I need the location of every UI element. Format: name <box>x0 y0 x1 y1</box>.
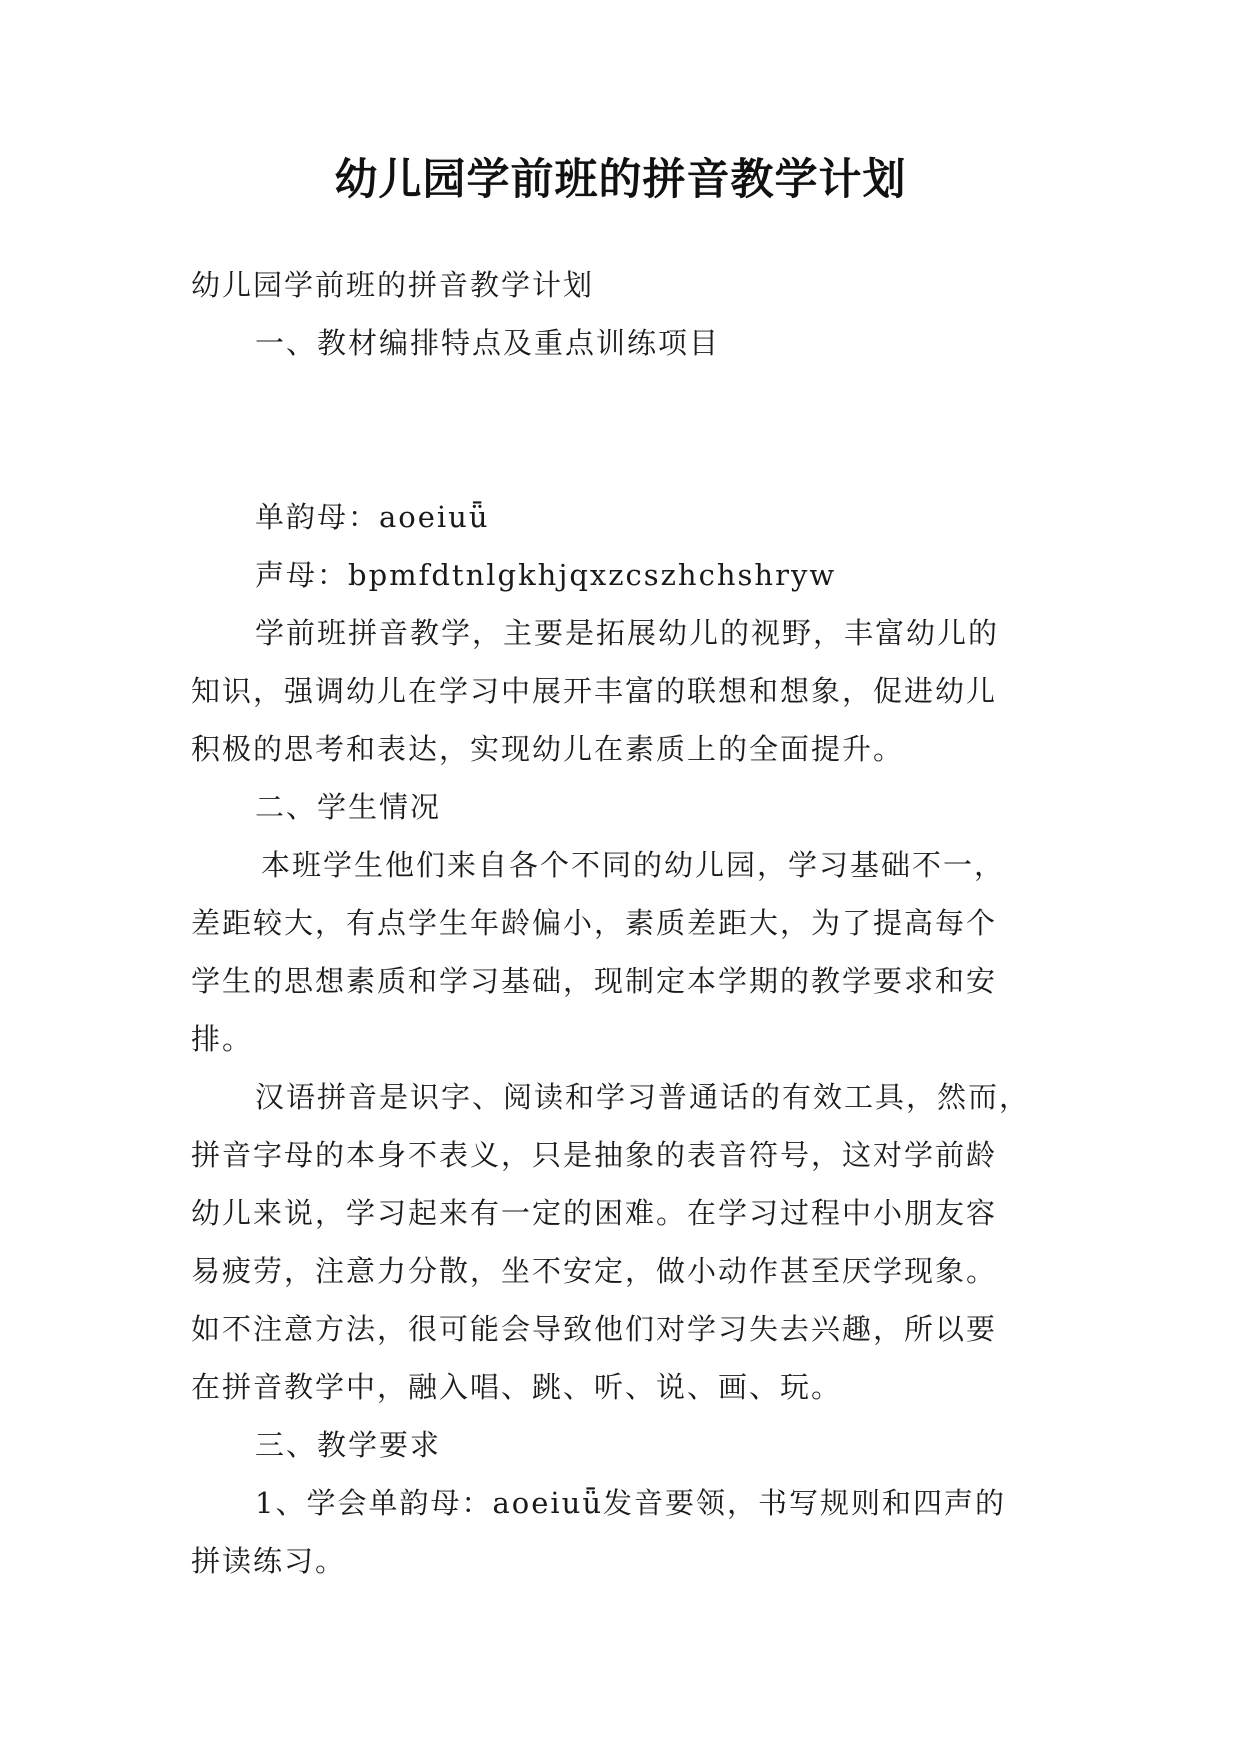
paragraph-line: 拼读练习。 <box>191 1544 347 1578</box>
paragraph-line: 单韵母：aoeiuǖ <box>255 500 490 534</box>
paragraph-line: 在拼音教学中，融入唱、跳、听、说、画、玩。 <box>191 1370 843 1404</box>
paragraph-line: 幼儿来说，学习起来有一定的困难。在学习过程中小朋友容 <box>191 1196 998 1230</box>
paragraph-line: 易疲劳，注意力分散，坐不安定，做小动作甚至厌学现象。 <box>191 1254 998 1288</box>
paragraph-line: 声母：bpmfdtnlgkhjqxzcszhchshryw <box>255 558 837 592</box>
section-heading: 三、教学要求 <box>255 1428 442 1462</box>
paragraph-line: 知识，强调幼儿在学习中展开丰富的联想和想象，促进幼儿 <box>191 674 998 708</box>
document-title: 幼儿园学前班的拼音教学计划 <box>334 155 907 205</box>
paragraph-line: 如不注意方法，很可能会导致他们对学习失去兴趣，所以要 <box>191 1312 998 1346</box>
section-heading: 一、教材编排特点及重点训练项目 <box>255 326 721 360</box>
paragraph-line: 差距较大，有点学生年龄偏小，素质差距大，为了提高每个 <box>191 906 998 940</box>
paragraph-line: 汉语拼音是识字、阅读和学习普通话的有效工具，然而， <box>255 1080 1031 1114</box>
document-body <box>191 256 1055 1590</box>
paragraph-line: 排。 <box>191 1022 254 1056</box>
paragraph-line: 学生的思想素质和学习基础，现制定本学期的教学要求和安 <box>191 964 998 998</box>
section-heading: 二、学生情况 <box>255 790 442 824</box>
blank-line <box>191 430 1055 488</box>
paragraph-line: 积极的思考和表达，实现幼儿在素质上的全面提升。 <box>191 732 905 766</box>
paragraph-line: 本班学生他们来自各个不同的幼儿园，学习基础不一， <box>261 848 1006 882</box>
blank-line <box>191 372 1055 430</box>
paragraph-line: 1、学会单韵母：aoeiuǖ发音要领，书写规则和四声的 <box>255 1486 1006 1520</box>
paragraph-line: 幼儿园学前班的拼音教学计划 <box>191 268 595 302</box>
paragraph-line: 学前班拼音教学，主要是拓展幼儿的视野，丰富幼儿的 <box>255 616 1000 650</box>
paragraph-line: 拼音字母的本身不表义，只是抽象的表音符号，这对学前龄 <box>191 1138 998 1172</box>
